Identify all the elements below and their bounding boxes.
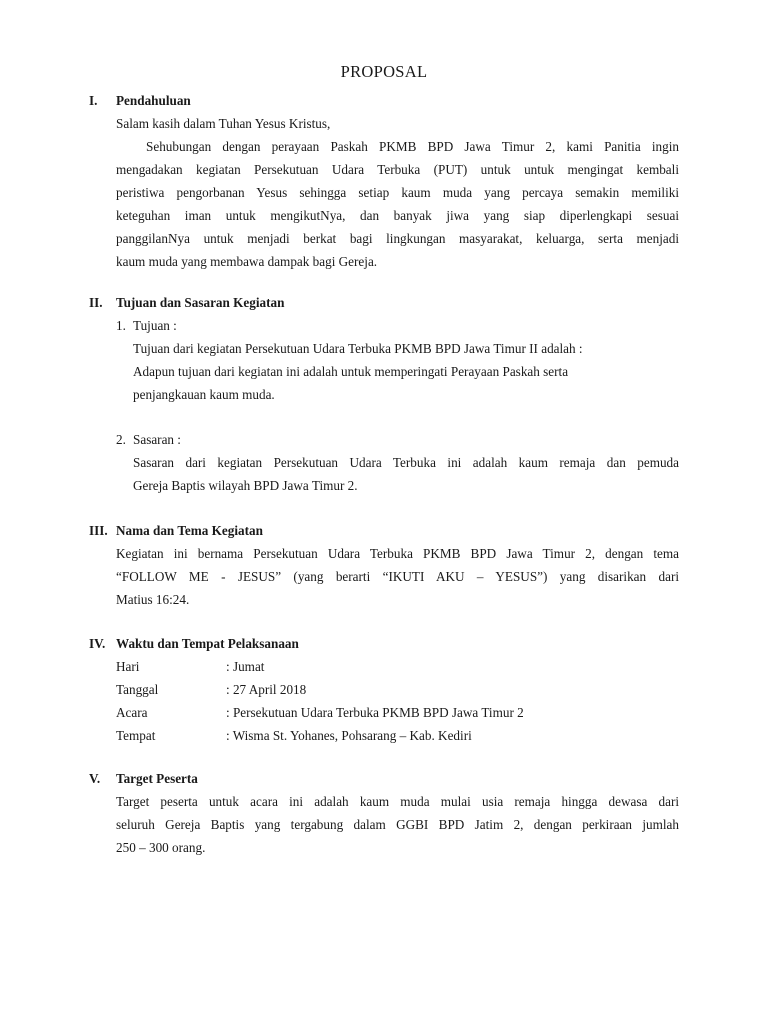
section-target-peserta xyxy=(89,767,679,859)
section-heading xyxy=(89,632,679,655)
detail-value: : Wisma St. Yohanes, Pohsarang – Kab. Kediri xyxy=(226,728,472,743)
section-body xyxy=(116,314,679,497)
detail-value: : Persekutuan Udara Terbuka PKMB BPD Jawa Timur 2 xyxy=(226,705,524,720)
paragraph-line: mengadakan kegiatan Persekutuan Udara Terbuka (PUT) untuk untuk mengingat kembali xyxy=(116,162,679,177)
item-line: penjangkauan kaum muda. xyxy=(133,387,275,402)
section-heading xyxy=(89,89,679,112)
item-body xyxy=(133,451,679,497)
section-heading xyxy=(89,291,679,314)
item-line: Tujuan dari kegiatan Persekutuan Udara Terbuka PKMB BPD Jawa Timur II adalah : xyxy=(133,341,583,356)
item-line: Gereja Baptis wilayah BPD Jawa Timur 2. xyxy=(133,478,358,493)
detail-key: Tempat xyxy=(116,728,156,743)
document-title: PROPOSAL xyxy=(340,62,428,81)
detail-key: Acara xyxy=(116,705,148,720)
paragraph-line: “FOLLOW ME - JESUS” (yang berarti “IKUTI AKU – YESUS”) yang disarikan dari xyxy=(116,569,679,584)
item-label: Sasaran : xyxy=(133,432,181,447)
section-title: Tujuan dan Sasaran Kegiatan xyxy=(116,295,285,310)
section-number: II. xyxy=(89,295,103,310)
detail-row-tempat xyxy=(116,724,679,747)
detail-row-tanggal xyxy=(116,678,679,701)
section-tujuan-sasaran xyxy=(89,291,679,497)
subsection-tujuan xyxy=(116,314,679,406)
paragraph-line: peristiwa pengorbanan Yesus sehingga setiap kaum muda yang percaya semakin memiliki xyxy=(116,185,679,200)
section-title: Target Peserta xyxy=(116,771,198,786)
item-line: Sasaran dari kegiatan Persekutuan Udara Terbuka ini adalah kaum remaja dan pemuda xyxy=(133,455,679,470)
detail-key: Hari xyxy=(116,659,140,674)
item-line: Adapun tujuan dari kegiatan ini adalah untuk memperingati Perayaan Paskah serta xyxy=(133,364,569,379)
paragraph-line: panggilanNya untuk menjadi berkat bagi lingkungan masyarakat, keluarga, serta menjadi xyxy=(116,231,679,246)
paragraph-line: 250 – 300 orang. xyxy=(116,840,206,855)
section-body xyxy=(116,655,679,747)
detail-key: Tanggal xyxy=(116,682,159,697)
item-number: 1. xyxy=(116,318,126,333)
section-body xyxy=(116,790,679,859)
section-body xyxy=(116,542,679,611)
section-number: III. xyxy=(89,523,108,538)
paragraph-line: kaum muda yang membawa dampak bagi Gereja. xyxy=(116,254,378,269)
detail-value: : 27 April 2018 xyxy=(226,682,307,697)
paragraph-line: Kegiatan ini bernama Persekutuan Udara Terbuka PKMB BPD Jawa Timur 2, dengan tema xyxy=(116,546,679,561)
item-number: 2. xyxy=(116,432,126,447)
detail-row-hari xyxy=(116,655,679,678)
greeting-line: Salam kasih dalam Tuhan Yesus Kristus, xyxy=(116,116,331,131)
paragraph-line: Matius 16:24. xyxy=(116,592,190,607)
section-number: I. xyxy=(89,93,98,108)
section-title: Nama dan Tema Kegiatan xyxy=(116,523,263,538)
detail-value: : Jumat xyxy=(226,659,265,674)
item-body xyxy=(133,337,679,406)
section-pendahuluan xyxy=(89,89,679,273)
section-body xyxy=(116,112,679,273)
section-heading xyxy=(89,767,679,790)
paragraph-line: Sehubungan dengan perayaan Paskah PKMB BPD Jawa Timur 2, kami Panitia ingin xyxy=(146,139,679,154)
paragraph-line: keteguhan iman untuk mengikutNya, dan banyak jiwa yang siap diperlengkapi sesuai xyxy=(116,208,679,223)
section-waktu-tempat xyxy=(89,632,679,747)
section-heading xyxy=(89,519,679,542)
section-title: Waktu dan Tempat Pelaksanaan xyxy=(116,636,299,651)
section-number: V. xyxy=(89,771,101,786)
section-nama-tema xyxy=(89,519,679,611)
paragraph-line: seluruh Gereja Baptis yang tergabung dalam GGBI BPD Jatim 2, dengan perkiraan jumlah xyxy=(116,817,679,832)
section-number: IV. xyxy=(89,636,106,651)
item-label: Tujuan : xyxy=(133,318,177,333)
paragraph-line: Target peserta untuk acara ini adalah kaum muda mulai usia remaja hingga dewasa dari xyxy=(116,794,679,809)
subsection-sasaran xyxy=(116,428,679,497)
section-title: Pendahuluan xyxy=(116,93,191,108)
detail-row-acara xyxy=(116,701,679,724)
